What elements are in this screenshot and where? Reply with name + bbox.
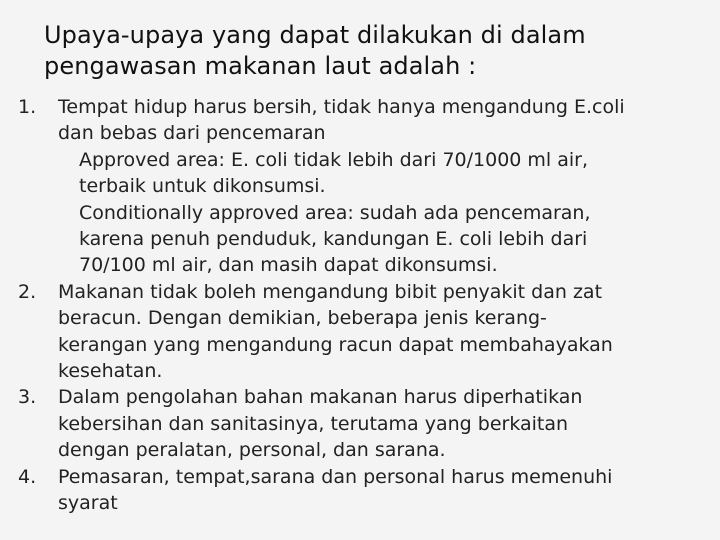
item-1-line-2: dan bebas dari pencemaran xyxy=(58,122,326,145)
conditionally-approved-area-text: sudah ada pencemaran, xyxy=(353,201,591,224)
approved-area-term: Approved area: xyxy=(79,148,225,171)
sublist-item-1-line-2: terbaik untuk dikonsumsi. xyxy=(79,175,326,198)
sublist xyxy=(58,147,720,279)
item-1-line-1: Tempat hidup harus bersih, tidak hanya mengandung E.coli xyxy=(58,96,625,118)
item-4-line-1: Pemasaran, tempat,sarana dan personal harus memenuhi xyxy=(58,465,613,488)
list-number: 4. xyxy=(18,465,37,488)
list-number: 3. xyxy=(18,386,37,409)
list-item-4 xyxy=(0,464,720,517)
title-line-2: pengawasan makanan laut adalah : xyxy=(44,52,477,80)
item-2-line-2: beracun. Dengan demikian, beberapa jenis kerang- xyxy=(58,307,547,330)
title-line-1: Upaya-upaya yang dapat dilakukan di dalam xyxy=(44,21,586,49)
item-2-line-3: kerangan yang mengandung racun dapat membahayakan xyxy=(58,333,613,356)
item-2-line-1: Makanan tidak boleh mengandung bibit penyakit dan zat xyxy=(58,280,603,303)
sublist-item-2-line-1 xyxy=(79,200,720,226)
conditionally-approved-area-term: Conditionally approved area: xyxy=(79,201,354,224)
sublist-item-1 xyxy=(79,147,720,200)
item-2-line-4: kesehatan. xyxy=(58,360,163,383)
list-number: 1. xyxy=(18,96,37,118)
list-item-2 xyxy=(0,279,720,385)
approved-area-text: E. coli tidak lebih dari 70/1000 ml air, xyxy=(224,148,589,171)
item-4-line-2: syarat xyxy=(58,492,118,515)
item-3-line-1: Dalam pengolahan bahan makanan harus diperhatikan xyxy=(58,386,583,409)
item-3-line-3: dengan peralatan, personal, dan sarana. xyxy=(58,439,446,462)
list-item-3 xyxy=(0,384,720,463)
sublist-item-1-line-1 xyxy=(79,147,720,173)
slide-title xyxy=(44,20,684,82)
sublist-item-2 xyxy=(79,200,720,279)
item-3-line-2: kebersihan dan sanitasinya, terutama yang berkaitan xyxy=(58,412,569,435)
list-number: 2. xyxy=(18,280,37,303)
sublist-item-2-line-3: 70/100 ml air, dan masih dapat dikonsumsi. xyxy=(79,254,498,277)
list-item-1 xyxy=(0,94,720,279)
slide-content xyxy=(0,94,720,517)
sublist-item-2-line-2: karena penuh penduduk, kandungan E. coli lebih dari xyxy=(79,228,588,251)
